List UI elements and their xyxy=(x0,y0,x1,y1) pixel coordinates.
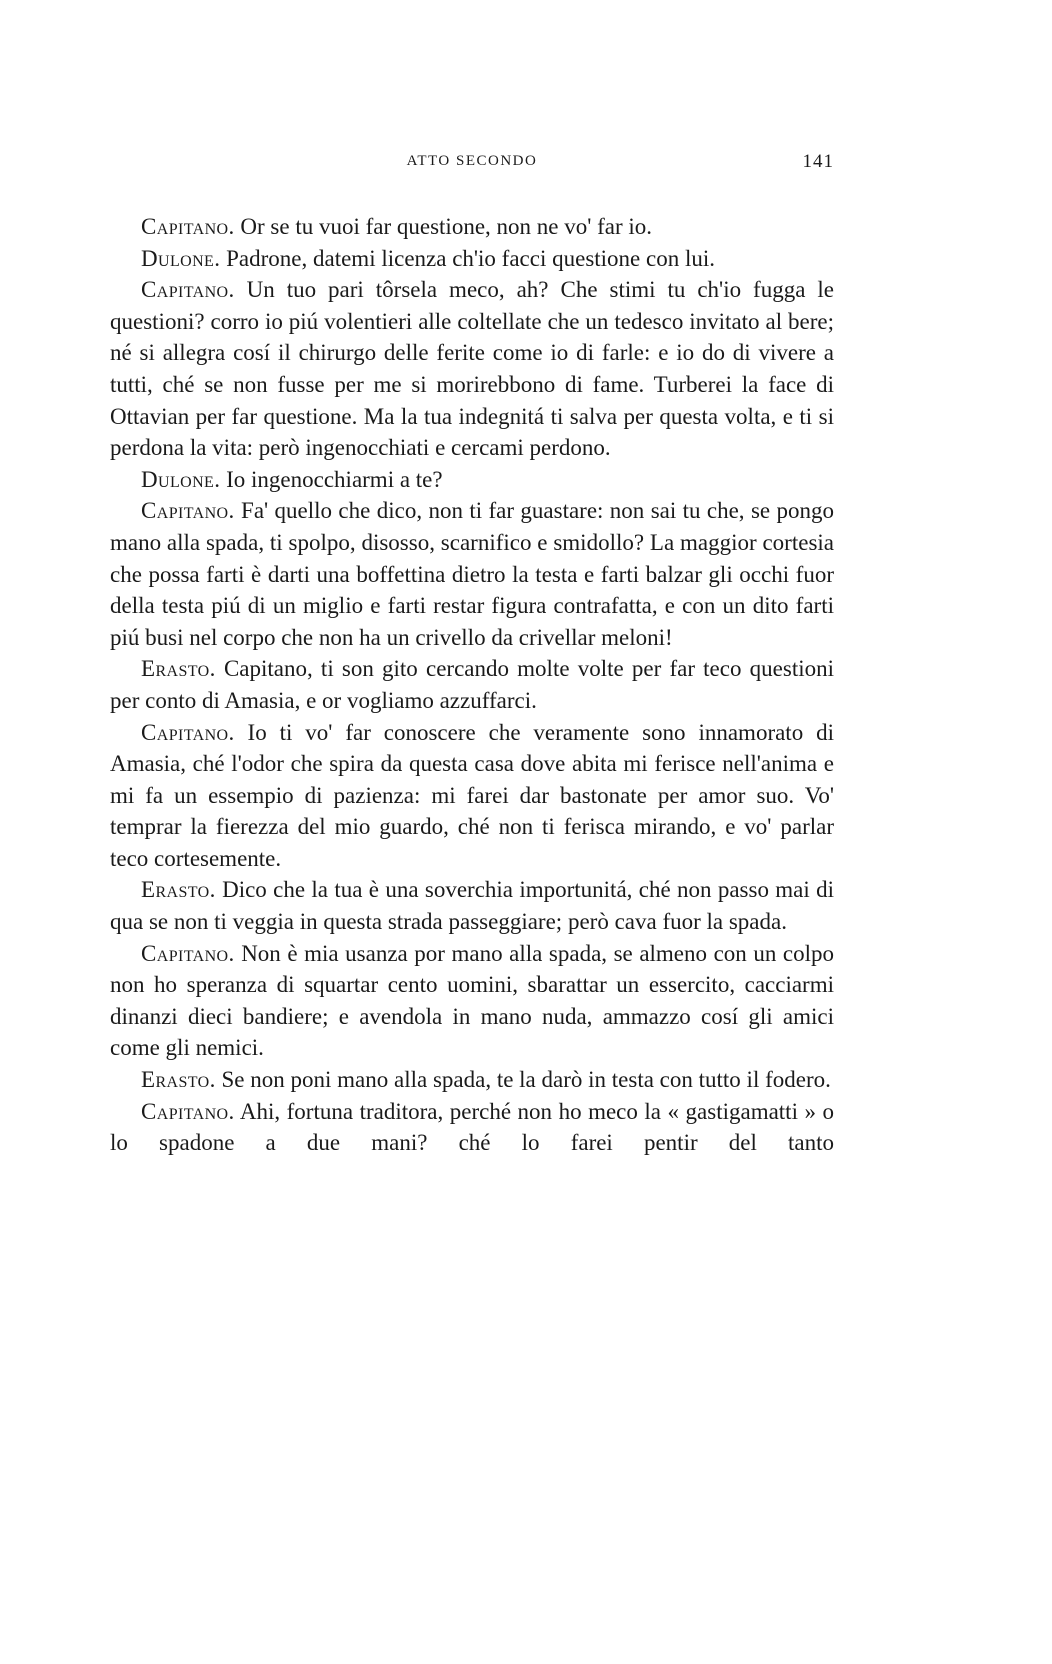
dialogue-paragraph xyxy=(110,495,834,653)
speaker-name: Capitano. xyxy=(141,214,235,239)
speaker-name: Erasto. xyxy=(141,656,216,682)
speech-text: Capitano, ti son gito cercando molte volte per far teco questioni per conto di Amasia, e or vogliamo azzuffarci. xyxy=(110,656,834,713)
speech-text: Io ingenocchiarmi a te? xyxy=(220,466,443,492)
speaker-name: Dulone. xyxy=(141,245,221,271)
dialogue-paragraph xyxy=(110,938,834,1064)
speech-text: Dico che la tua è una soverchia importunitá, ché non passo mai di qua se non ti veggia in questa strada passeggiare; però cava fuor la spada. xyxy=(110,877,834,935)
speaker-name: Capitano. xyxy=(141,1098,235,1124)
dialogue-paragraph xyxy=(110,211,834,243)
speaker-name: Dulone. xyxy=(141,466,221,492)
play-text xyxy=(110,211,834,1159)
dialogue-paragraph xyxy=(110,1096,834,1159)
speaker-name: Erasto. xyxy=(141,877,216,903)
speech-text: Io ti vo' far conoscere che veramente sono innamorato di Amasia, ché l'odor che spira da questa casa dove abita mi ferisce nell'anima e mi fa un essempio di pazienza: mi farei dar bastonate per amor suo. Vo' temprar la fierezza del mio guardo, ché non ti ferisca mirando, e vo' parlar teco cortesemente. xyxy=(110,719,834,871)
dialogue-paragraph xyxy=(110,874,834,937)
speaker-name: Erasto. xyxy=(141,1067,216,1093)
speech-text: Non è mia usanza por mano alla spada, se almeno con un colpo non ho speranza di squartar cento uomini, sbarattar un essercito, cacciarmi dinanzi dieci bandiere; e avendola in mano nuda, ammazzo cosí gli amici come gli nemici. xyxy=(110,940,834,1061)
speaker-name: Capitano. xyxy=(141,940,235,966)
speech-text: Or se tu vuoi far questione, non ne vo' far io. xyxy=(234,214,653,239)
dialogue-paragraph xyxy=(110,717,834,875)
speech-text: Un tuo pari tôrsela meco, ah? Che stimi tu ch'io fugga le questioni? corro io piú volentieri alle coltellate che un tedesco invitato al bere; né si allegra cosí il chirurgo delle ferite come io di farle: e io do di vivere a tutti, ché se non fusse per me si morirebbono di fame. Turberei la face di Ottavian per far questione. Ma la tua indegnitá ti salva per questa volta, e ti si perdona la vita: però ingenocchiati e cercami perdono. xyxy=(110,277,834,461)
dialogue-paragraph xyxy=(110,274,834,464)
dialogue-paragraph xyxy=(110,1064,834,1096)
speaker-name: Capitano. xyxy=(141,719,235,745)
running-title: ATTO SECONDO xyxy=(406,153,538,169)
speech-text: Ahi, fortuna traditora, perché non ho meco la « gastigamatti » o lo spadone a due mani? ché lo farei pentir del tanto xyxy=(110,1098,834,1156)
dialogue-paragraph xyxy=(110,243,834,275)
speech-text: Fa' quello che dico, non ti far guastare: non sai tu che, se pongo mano alla spada, ti spolpo, disosso, scarnifico e smidollo? La maggior cortesia che possa farti è darti una boffettina dietro la testa e farti balzar gli occhi fuor della testa piú di un miglio e farti restar figura contrafatta, e con un dito farti piú busi nel corpo che non ha un crivello da crivellar meloni! xyxy=(110,498,834,650)
running-head xyxy=(110,153,834,177)
speech-text: Se non poni mano alla spada, te la darò in testa con tutto il fodero. xyxy=(215,1067,831,1093)
dialogue-paragraph xyxy=(110,653,834,716)
speaker-name: Capitano. xyxy=(141,498,235,524)
dialogue-paragraph xyxy=(110,464,834,496)
page-number: 141 xyxy=(802,151,834,172)
speaker-name: Capitano. xyxy=(141,277,235,303)
speech-text: Padrone, datemi licenza ch'io facci questione con lui. xyxy=(220,245,715,271)
